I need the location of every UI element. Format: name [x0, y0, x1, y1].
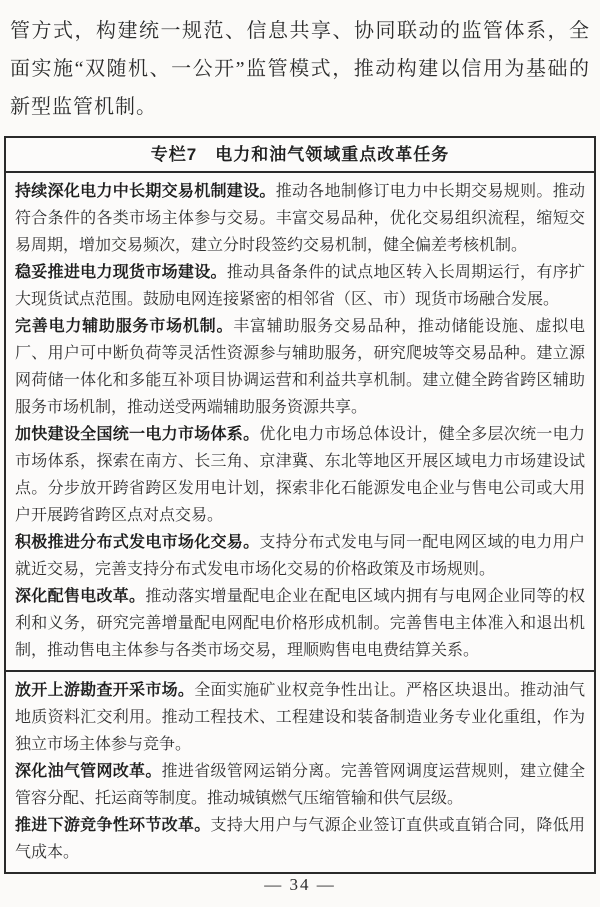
panel-item-lead: 完善电力辅助服务市场机制。 — [15, 318, 234, 335]
reform-tasks-panel — [4, 136, 596, 874]
panel-item — [15, 758, 585, 812]
page-number: — 34 — — [264, 875, 336, 894]
panel-item-lead: 稳妥推进电力现货市场建设。 — [15, 264, 227, 281]
intro-paragraph: 管方式，构建统一规范、信息共享、协同联动的监管体系，全面实施“双随机、一公开”监管模式，推动构建以信用为基础的新型监管机制。 — [10, 20, 590, 118]
panel-item-body: 推动各地制修订电力中长期交易规则。推动符合条件的各类市场主体参与交易。丰富交易品种，优化交易组织流程，缩短交易周期，增加交易频次，建立分时段签约交易机制，健全偏差考核机制。 — [15, 183, 585, 254]
panel-item-lead: 加快建设全国统一电力市场体系。 — [15, 426, 260, 443]
panel-section-oil-gas — [6, 670, 594, 872]
panel-item-body: 优化电力市场总体设计，健全多层次统一电力市场体系，探索在南方、长三角、京津冀、东北等地区开展区域电力市场建设试点。分步放开跨省跨区发用电计划，探索非化石能源发电企业与售电公司或大用户开展跨省跨区点对点交易。 — [15, 426, 585, 524]
panel-title: 专栏7 电力和油气领域重点改革任务 — [6, 138, 594, 173]
panel-item — [15, 259, 585, 313]
panel-item — [15, 313, 585, 421]
panel-item — [15, 421, 585, 529]
panel-item-body: 丰富辅助服务交易品种，推动储能设施、虚拟电厂、用户可中断负荷等灵活性资源参与辅助服务，研究爬坡等交易品种。建立源网荷储一体化和多能互补项目协调运营和利益共享机制。建立健全跨省跨区辅助服务市场机制，推动送受两端辅助服务资源共享。 — [15, 318, 585, 416]
panel-item — [15, 583, 585, 664]
panel-item-body: 全面实施矿业权竞争性出让。严格区块退出。推动油气地质资料汇交利用。推动工程技术、工程建设和装备制造业务专业化重组，作为独立市场主体参与竞争。 — [15, 682, 585, 753]
panel-item-lead: 推进下游竞争性环节改革。 — [15, 817, 211, 834]
panel-item-lead: 深化油气管网改革。 — [15, 763, 162, 780]
panel-item-body: 推动具备条件的试点地区转入长周期运行，有序扩大现货试点范围。鼓励电网连接紧密的相邻省（区、市）现货市场融合发展。 — [15, 264, 585, 308]
panel-item-body: 推进省级管网运销分离。完善管网调度运营规则，建立健全管容分配、托运商等制度。推动城镇燃气压缩管输和供气层级。 — [15, 763, 585, 807]
panel-item — [15, 178, 585, 259]
panel-item-body: 推动落实增量配电企业在配电区域内拥有与电网企业同等的权利和义务，研究完善增量配电网配电价格形成机制。完善售电主体准入和退出机制，推动售电主体参与各类市场交易，理顺购售电电费结算关系。 — [15, 588, 585, 659]
panel-item-lead: 深化配售电改革。 — [15, 588, 146, 605]
panel-item — [15, 677, 585, 758]
panel-item — [15, 529, 585, 583]
panel-item-body: 支持分布式发电与同一配电网区域的电力用户就近交易，完善支持分布式发电市场化交易的价格政策及市场规则。 — [15, 534, 585, 578]
panel-item-body: 支持大用户与气源企业签订直供或直销合同，降低用气成本。 — [15, 817, 585, 861]
panel-item-lead: 积极推进分布式发电市场化交易。 — [15, 534, 260, 551]
panel-item-lead: 放开上游勘查开采市场。 — [15, 682, 195, 699]
panel-item — [15, 812, 585, 866]
panel-item-lead: 持续深化电力中长期交易机制建设。 — [15, 183, 276, 200]
panel-section-electricity — [6, 173, 594, 670]
